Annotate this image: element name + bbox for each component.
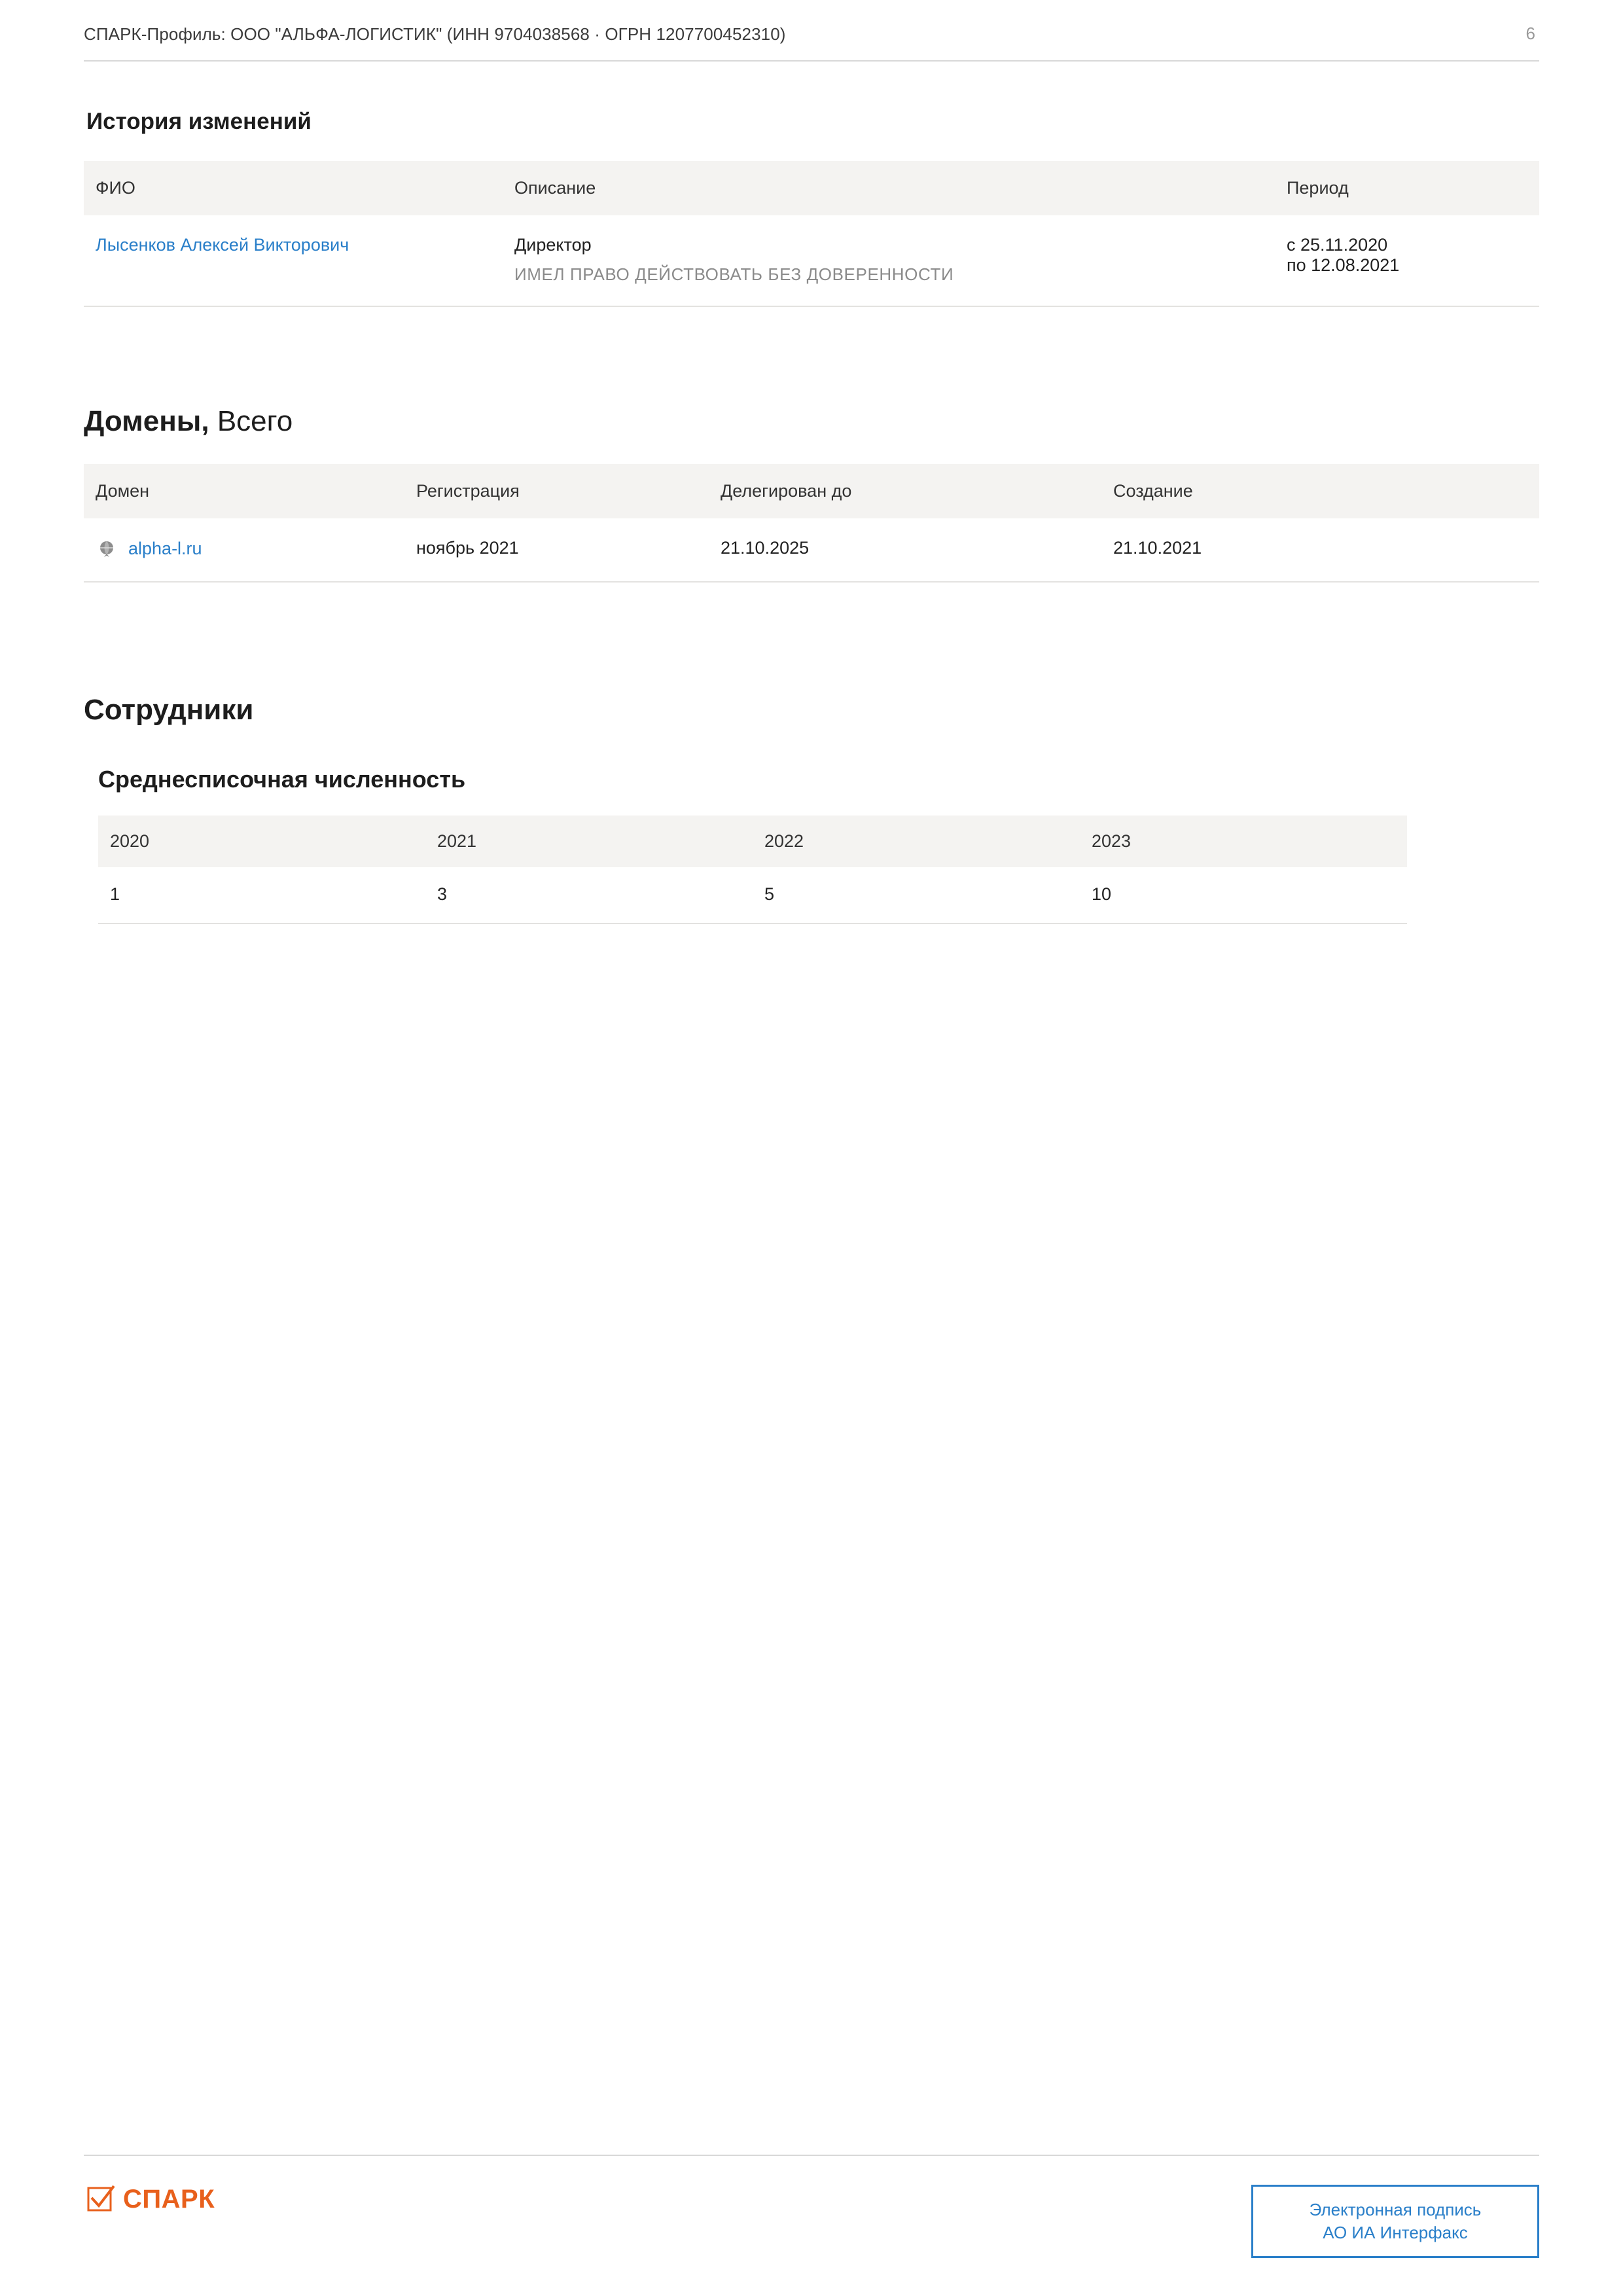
check-box-icon xyxy=(86,2185,115,2214)
electronic-signature-stamp xyxy=(1251,2185,1539,2258)
description-note: ИМЕЛ ПРАВО ДЕЙСТВОВАТЬ БЕЗ ДОВЕРЕННОСТИ xyxy=(514,264,954,284)
employees-headcount-table xyxy=(98,816,1407,924)
cell-domain xyxy=(84,518,404,582)
section-change-history xyxy=(84,109,1539,307)
section-employees xyxy=(84,694,1539,924)
column-header-description: Описание xyxy=(503,161,1275,215)
description-role: Директор xyxy=(514,234,592,255)
column-header-created: Создание xyxy=(1101,464,1539,518)
cell-headcount-2022: 5 xyxy=(753,867,1080,924)
signature-line-2: АО ИА Интерфакс xyxy=(1323,2222,1468,2242)
table-row xyxy=(98,867,1407,924)
signature-line-1: Электронная подпись xyxy=(1309,2199,1482,2219)
cell-headcount-2020: 1 xyxy=(98,867,425,924)
domains-title-thin: Всего xyxy=(217,404,293,437)
change-history-table xyxy=(84,161,1539,307)
employees-table-wrap xyxy=(84,816,1539,924)
cell-headcount-2021: 3 xyxy=(425,867,753,924)
domains-title-bold: Домены, xyxy=(84,404,209,437)
cell-delegated-until: 21.10.2025 xyxy=(709,518,1101,582)
column-header-year-2021: 2021 xyxy=(425,816,753,867)
column-header-delegated-until: Делегирован до xyxy=(709,464,1101,518)
column-header-year-2020: 2020 xyxy=(98,816,425,867)
cell-person-name xyxy=(84,215,503,306)
person-link[interactable]: Лысенков Алексей Викторович xyxy=(96,234,349,255)
cell-description xyxy=(503,215,1275,306)
section-domains xyxy=(84,405,1539,583)
column-header-domain: Домен xyxy=(84,464,404,518)
column-header-year-2023: 2023 xyxy=(1080,816,1407,867)
page-number: 6 xyxy=(1525,24,1535,43)
column-header-registration: Регистрация xyxy=(404,464,709,518)
page-footer xyxy=(84,2155,1539,2258)
cell-created: 21.10.2021 xyxy=(1101,518,1539,582)
employees-subtitle: Среднесписочная численность xyxy=(98,765,466,793)
period-from: с 25.11.2020 xyxy=(1287,234,1388,255)
cell-registration: ноябрь 2021 xyxy=(404,518,709,582)
page-header xyxy=(84,0,1539,62)
table-row xyxy=(84,215,1539,306)
spark-logo xyxy=(84,2185,215,2214)
period-to: по 12.08.2021 xyxy=(1287,255,1400,275)
spacer xyxy=(84,307,1539,405)
globe-icon xyxy=(96,538,118,560)
spacer xyxy=(84,583,1539,694)
domain-link[interactable]: alpha-l.ru xyxy=(128,539,202,559)
column-header-period: Период xyxy=(1275,161,1539,215)
column-header-year-2022: 2022 xyxy=(753,816,1080,867)
page-header-title: СПАРК-Профиль: ООО "АЛЬФА-ЛОГИСТИК" (ИНН 9704038568 · ОГРН 1207700452310) xyxy=(84,24,786,44)
column-header-name: ФИО xyxy=(84,161,503,215)
spark-logo-text: СПАРК xyxy=(123,2184,215,2214)
domains-table xyxy=(84,464,1539,583)
cell-headcount-2023: 10 xyxy=(1080,867,1407,924)
table-header-row xyxy=(84,161,1539,215)
table-row xyxy=(84,518,1539,582)
table-header-row xyxy=(98,816,1407,867)
change-history-title: История изменений xyxy=(86,108,312,134)
domains-title xyxy=(84,405,1539,438)
table-header-row xyxy=(84,464,1539,518)
employees-title: Сотрудники xyxy=(84,693,254,726)
cell-period xyxy=(1275,215,1539,306)
